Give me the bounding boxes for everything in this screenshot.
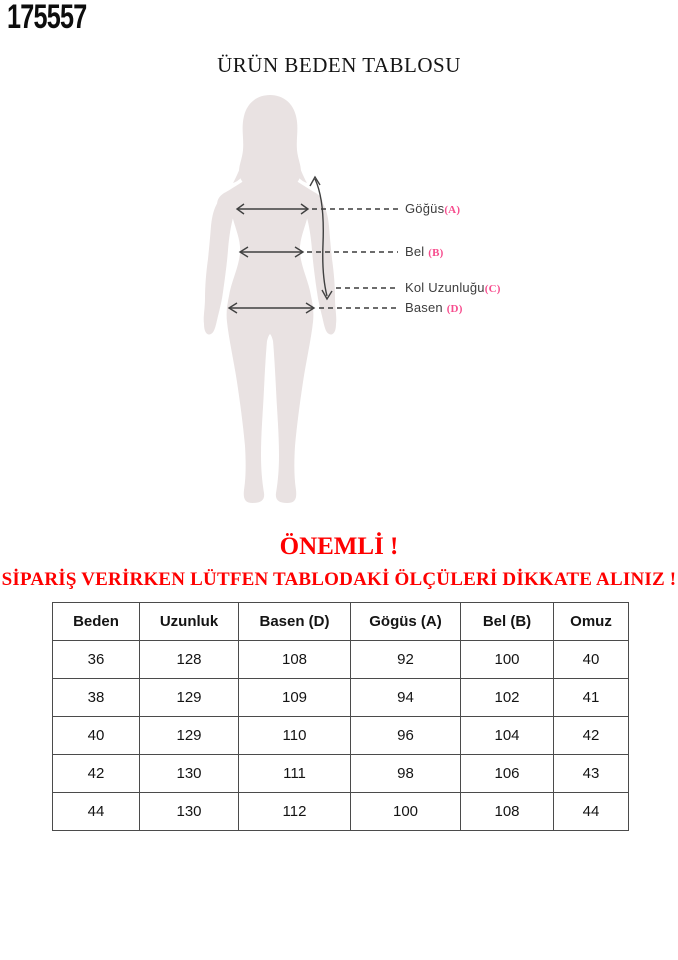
cell: 129 bbox=[140, 717, 239, 755]
cell: 102 bbox=[461, 679, 554, 717]
cell: 100 bbox=[351, 793, 461, 831]
table-row bbox=[53, 793, 629, 831]
cell: 40 bbox=[554, 641, 629, 679]
label-arm-length-text: Kol Uzunluğu bbox=[405, 280, 485, 295]
col-header-uzunluk: Uzunluk bbox=[140, 603, 239, 641]
cell: 38 bbox=[53, 679, 140, 717]
cell: 41 bbox=[554, 679, 629, 717]
cell: 44 bbox=[554, 793, 629, 831]
cell: 108 bbox=[461, 793, 554, 831]
cell: 112 bbox=[239, 793, 351, 831]
notice-heading: ÖNEMLİ ! bbox=[279, 533, 399, 560]
label-hip bbox=[405, 301, 463, 316]
body-measurement-diagram bbox=[190, 85, 400, 515]
size-table bbox=[52, 602, 629, 831]
col-header-basen: Basen (D) bbox=[239, 603, 351, 641]
col-header-gogus: Gögüs (A) bbox=[351, 603, 461, 641]
cell: 98 bbox=[351, 755, 461, 793]
page-title: ÜRÜN BEDEN TABLOSU bbox=[217, 53, 461, 77]
label-hip-marker: (D) bbox=[446, 303, 463, 315]
cell: 109 bbox=[239, 679, 351, 717]
label-chest-text: Göğüs bbox=[405, 201, 445, 216]
label-chest bbox=[405, 202, 460, 217]
table-row bbox=[53, 679, 629, 717]
label-chest-marker: (A) bbox=[444, 204, 461, 216]
label-waist-text: Bel bbox=[405, 244, 429, 259]
col-header-bel: Bel (B) bbox=[461, 603, 554, 641]
label-waist bbox=[405, 245, 443, 260]
table-row bbox=[53, 755, 629, 793]
table-row bbox=[53, 717, 629, 755]
product-code: 175557 bbox=[7, 0, 87, 36]
label-waist-marker: (B) bbox=[428, 247, 444, 259]
label-arm-length-marker: (C) bbox=[484, 283, 501, 295]
col-header-beden: Beden bbox=[53, 603, 140, 641]
cell: 106 bbox=[461, 755, 554, 793]
cell: 42 bbox=[554, 717, 629, 755]
cell: 104 bbox=[461, 717, 554, 755]
cell: 110 bbox=[239, 717, 351, 755]
cell: 44 bbox=[53, 793, 140, 831]
female-silhouette-icon bbox=[190, 85, 400, 515]
cell: 92 bbox=[351, 641, 461, 679]
cell: 43 bbox=[554, 755, 629, 793]
cell: 100 bbox=[461, 641, 554, 679]
cell: 42 bbox=[53, 755, 140, 793]
cell: 94 bbox=[351, 679, 461, 717]
label-arm-length bbox=[405, 281, 501, 296]
label-hip-text: Basen bbox=[405, 300, 447, 315]
table-row bbox=[53, 641, 629, 679]
cell: 111 bbox=[239, 755, 351, 793]
cell: 96 bbox=[351, 717, 461, 755]
notice-subheading: SİPARİŞ VERİRKEN LÜTFEN TABLODAKİ ÖLÇÜLERİ DİKKATE ALINIZ ! bbox=[1, 569, 677, 590]
cell: 40 bbox=[53, 717, 140, 755]
cell: 130 bbox=[140, 793, 239, 831]
cell: 130 bbox=[140, 755, 239, 793]
cell: 108 bbox=[239, 641, 351, 679]
cell: 36 bbox=[53, 641, 140, 679]
cell: 128 bbox=[140, 641, 239, 679]
col-header-omuz: Omuz bbox=[554, 603, 629, 641]
cell: 129 bbox=[140, 679, 239, 717]
size-table-header-row bbox=[53, 603, 629, 641]
